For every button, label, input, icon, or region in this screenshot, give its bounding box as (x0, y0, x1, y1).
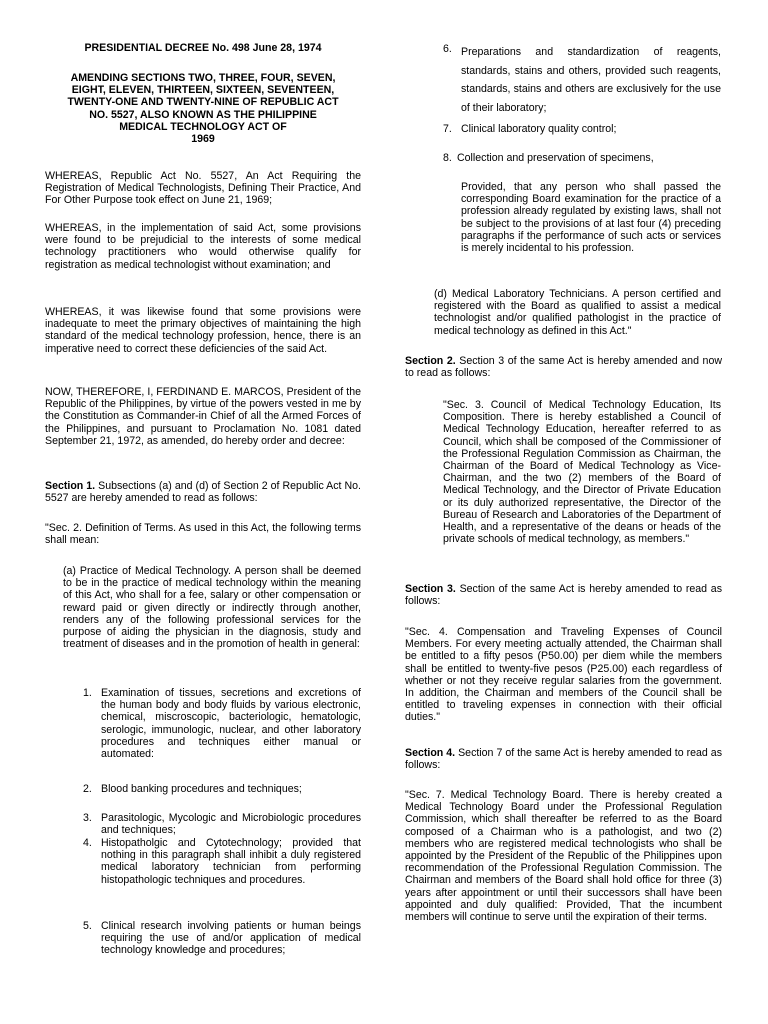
section-3-label: Section 3. (405, 583, 456, 595)
list-text: Parasitologic, Mycologic and Microbiologic procedures and techniques; (101, 812, 361, 837)
list-number: 6. (443, 43, 452, 55)
now-therefore-paragraph: NOW, THEREFORE, I, FERDINAND E. MARCOS, President of the Republic of the Philippines, by virtue of the powers vested in me by the Constitution as Commander-in Chief of all the Armed Forces of the Philippines, and pursuant to Proclamation No. 1081 dated September 21, 1972, as amended, do hereby order and decree: (45, 386, 361, 447)
list-number: 4. (83, 837, 92, 849)
list-text: Blood banking procedures and techniques; (101, 783, 302, 795)
practice-paragraph: (a) Practice of Medical Technology. A person shall be deemed to be in the practice of medical technology within the meaning of this Act, who shall for a fee, salary or other compensation or reward paid or given directly or indirectly through another, renders any of the following professional services for the purpose of aiding the physician in the diagnosis, study and treatment of diseases and in the promotion of health in general: (63, 565, 361, 651)
definition-of-terms: "Sec. 2. Definition of Terms. As used in this Act, the following terms shall mean: (45, 522, 361, 547)
whereas-paragraph-3: WHEREAS, it was likewise found that some provisions were inadequate to meet the primary objectives of maintaining the high standard of the medical technology profession, hence, there is an imperative need to correct these deficiencies of the said Act. (45, 306, 361, 355)
sec-7-quote: "Sec. 7. Medical Technology Board. There is hereby created a Medical Technology Board under the Professional Regulation Commission, which shall thereafter be referred to as the Board composed of a Chairman who is a pathologist, and two (2) members who are registered medical technologists who shall be appointed by the President of the Republic of the Philippines upon recommendation of the Professional Regulation Commission. The Chairman and members of the Board shall hold office for three (3) years after appointment or until their successors shall have been appointed and duly qualified: Provided, That the incumbent members will continue to serve until the expiration of their terms. (405, 789, 722, 924)
section-2-label: Section 2. (405, 355, 456, 367)
subtitle-line: MEDICAL TECHNOLOGY ACT OF (119, 120, 287, 133)
section-1-label: Section 1. (45, 480, 96, 492)
list-number: 7. (443, 123, 452, 135)
section-1-text: Subsections (a) and (d) of Section 2 of Republic Act No. 5527 are hereby amended to read as follows: (45, 480, 361, 505)
list-text: Clinical research involving patients or human beings requiring the use of and/or application of medical technology knowledge and procedures; (101, 920, 361, 957)
section-3-text: Section of the same Act is hereby amended to read as follows: (405, 583, 722, 608)
list-text: Clinical laboratory quality control; (461, 123, 617, 135)
section-4-label: Section 4. (405, 747, 456, 759)
list-number: 5. (83, 920, 92, 932)
section-1-paragraph (45, 480, 361, 504)
sec-3-quote: "Sec. 3. Council of Medical Technology Education, Its Composition. There is hereby established a Council of Medical Technology Education, hereafter referred to as Council, which shall be composed of the Commissioner of the Professional Regulation Commission as Chairman, the Chairman of the Board of Medical Technology as Vice-Chairman, and the two (2) members of the Board of Medical Technology, and the Director of Private Education or its duly authorized representative, the Director of the Bureau of Research and Laboratories of the Department of Health, and a representative of the deans or heads of the private schools of medical technology, as members." (443, 399, 721, 546)
list-text: Collection and preservation of specimens, (457, 152, 654, 164)
list-text: Examination of tissues, secretions and excretions of the human body and body fluids by various electronic, chemical, miscroscopic, bacteriologic, hematologic, serologic, immunologic, nuclear, and other laboratory procedures and techniques either manual or automated: (101, 687, 361, 761)
whereas-paragraph-2: WHEREAS, in the implementation of said Act, some provisions were found to be prejudicial to the interests of some medical technology practitioners who would otherwise qualify for registration as medical technologist without examination; and (45, 222, 361, 271)
decree-title: PRESIDENTIAL DECREE No. 498 June 28, 1974 (84, 42, 322, 54)
list-text: Histopatholgic and Cytotechnology; provided that nothing in this paragraph shall inhibit a duly registered medical laboratory technician from performing histopathologic techniques and procedures. (101, 837, 361, 886)
decree-subtitle (52, 72, 354, 145)
proviso-paragraph: Provided, that any person who shall passed the corresponding Board examination for the practice of a profession already regulated by existing laws, shall not be subject to the provisions of at last four (4) preceding paragraphs if the performance of such acts or services is merely incidental to his profession. (461, 181, 721, 255)
list-text: Preparations and standardization of reagents, standards, stains and others, provided such reagents, standards, stains and others are exclusively for the use of their laboratory; (461, 46, 721, 114)
section-4-paragraph (405, 747, 722, 771)
section-3-paragraph (405, 583, 722, 607)
subtitle-line: NO. 5527, ALSO KNOWN AS THE PHILIPPINE (89, 108, 317, 121)
whereas-paragraph-1: WHEREAS, Republic Act No. 5527, An Act Requiring the Registration of Medical Technologists, Defining Their Practice, And For Other Purpose took effect on June 21, 1969; (45, 170, 361, 207)
list-number: 1. (83, 687, 92, 699)
section-2-paragraph (405, 355, 722, 379)
section-4-text: Section 7 of the same Act is hereby amended to read as follows: (405, 747, 722, 772)
list-number: 3. (83, 812, 92, 824)
subtitle-line: AMENDING SECTIONS TWO, THREE, FOUR, SEVEN, (70, 72, 336, 84)
list-number: 8. (443, 152, 452, 164)
subtitle-line: EIGHT, ELEVEN, THIRTEEN, SIXTEEN, SEVENTEEN, (71, 84, 335, 97)
lab-technicians-paragraph: (d) Medical Laboratory Technicians. A person certified and registered with the Board as qualified to assist a medical technologist and/or qualified pathologist in the practice of medical technology as defined in this Act." (434, 288, 721, 337)
section-2-text: Section 3 of the same Act is hereby amended and now to read as follows: (405, 355, 722, 380)
list-number: 2. (83, 783, 92, 795)
subtitle-line: 1969 (191, 133, 215, 146)
subtitle-line: TWENTY-ONE AND TWENTY-NINE OF REPUBLIC ACT (67, 96, 339, 109)
sec-4-quote: "Sec. 4. Compensation and Traveling Expenses of Council Members. For every meeting actually attended, the Chairman shall be entitled to a fifty pesos (P50.00) per diem while the members shall be entitled to twenty-five pesos (P25.00) each regardless of whether or not they receive regular salaries from the government. In addition, the Chairman and members of the Council shall be entitled to traveling expenses in connection with their official duties." (405, 626, 722, 724)
